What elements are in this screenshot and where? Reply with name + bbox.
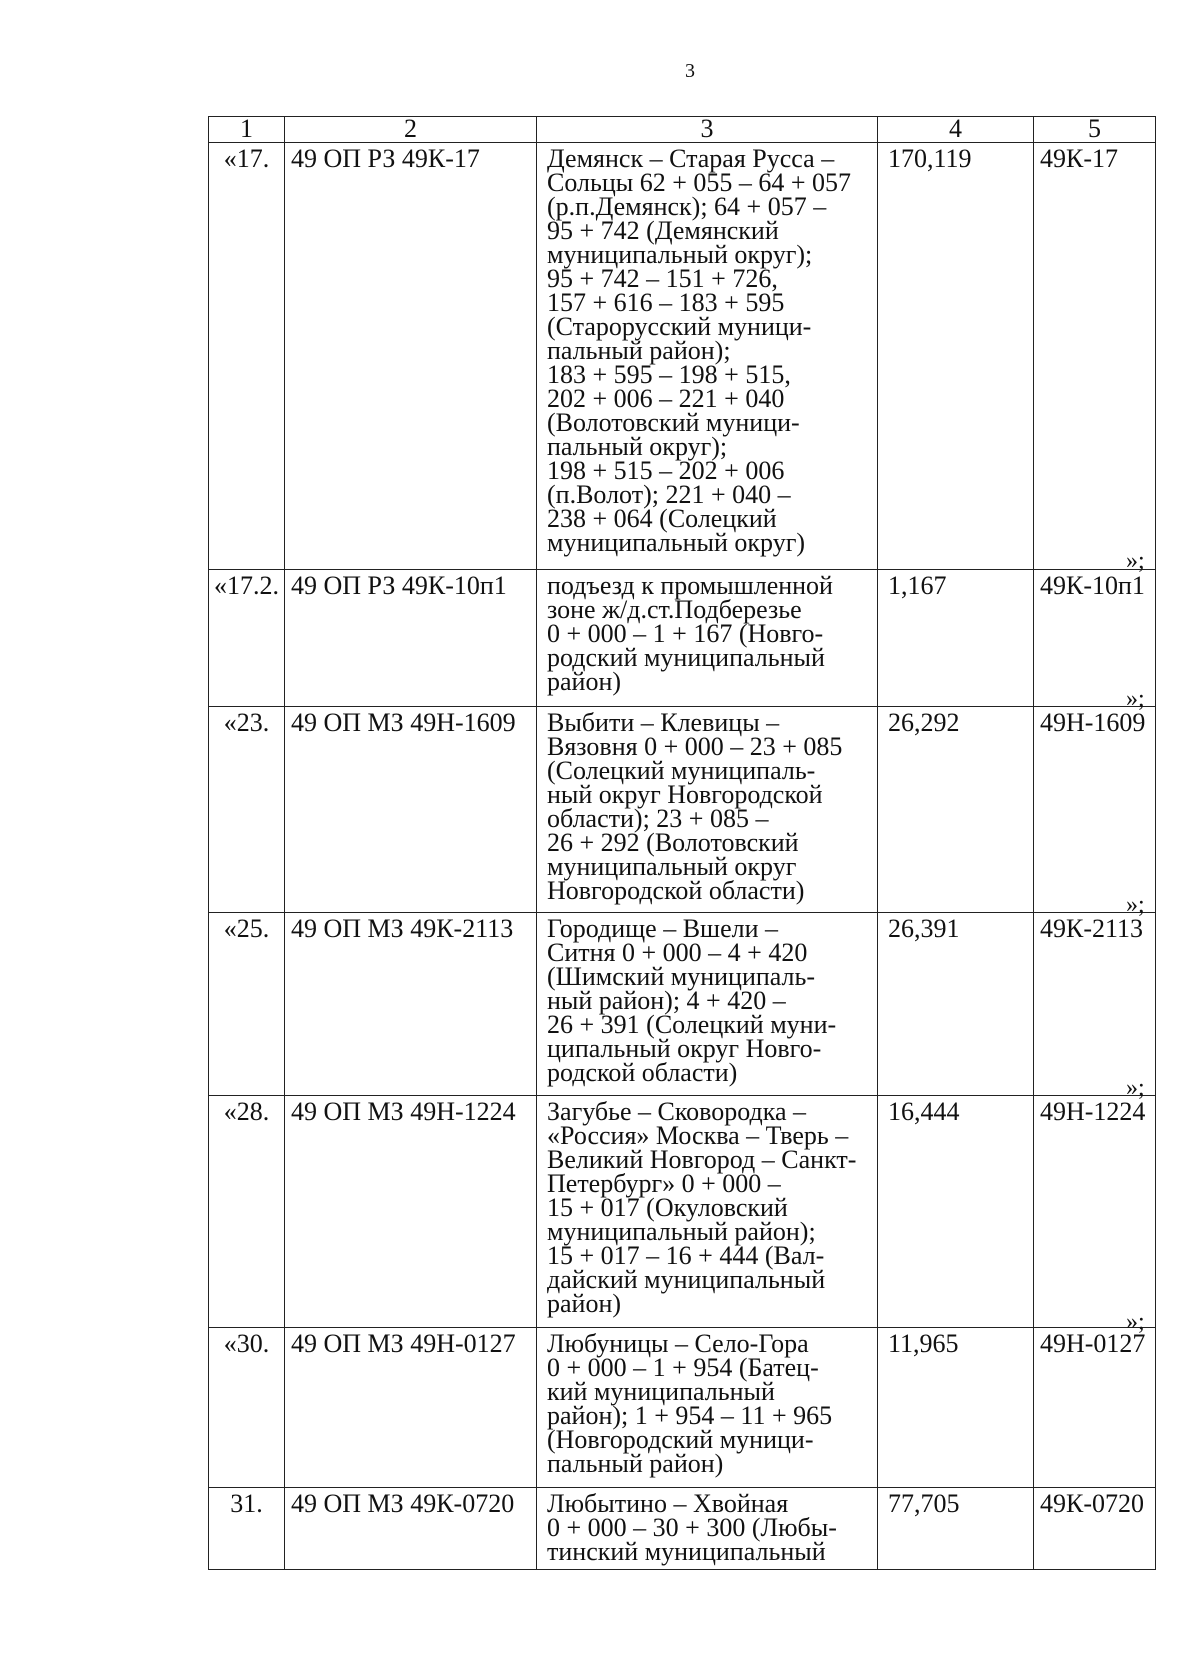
road-description: подъезд к промышленной зоне ж/д.ст.Подберезье 0 + 000 – 1 + 167 (Новго- родский муниципальный район) (537, 570, 878, 707)
road-ident: 49Н-1609 (1034, 707, 1156, 913)
road-ident: 49Н-0127 (1034, 1328, 1156, 1488)
table-row (209, 913, 1156, 1096)
road-length: 1,167 (878, 570, 1034, 707)
road-ident: 49К-0720 (1034, 1488, 1156, 1570)
column-header-4: 4 (878, 117, 1034, 143)
column-header-5: 5 (1034, 117, 1156, 143)
row-number: «30. (209, 1328, 285, 1488)
table-row (209, 707, 1156, 913)
road-ident: 49К-2113 (1034, 913, 1156, 1096)
road-length: 77,705 (878, 1488, 1034, 1570)
road-description: Любуницы – Село-Гора 0 + 000 – 1 + 954 (Батец- кий муниципальный район); 1 + 954 – 11 + 965 (Новгородский муници- пальный район) (537, 1328, 878, 1488)
road-code: 49 ОП МЗ 49К-2113 (285, 913, 537, 1096)
row-number: «17. (209, 143, 285, 570)
table-header-row (209, 117, 1156, 143)
roads-table (208, 116, 1156, 1570)
row-closer: »; (1126, 1075, 1145, 1101)
table-row (209, 1488, 1156, 1570)
road-description: Городище – Вшели – Ситня 0 + 000 – 4 + 420 (Шимский муниципаль- ный район); 4 + 420 – 26 + 391 (Солецкий муни- ципальный округ Новго- родской области) (537, 913, 878, 1096)
row-number: «28. (209, 1096, 285, 1328)
road-code: 49 ОП МЗ 49Н-0127 (285, 1328, 537, 1488)
road-description: Загубье – Сковородка – «Россия» Москва – Тверь – Великий Новгород – Санкт- Петербург» 0 + 000 – 15 + 017 (Окуловский муниципальный район); 15 + 017 – 16 + 444 (Вал- дайский муниципальный район) (537, 1096, 878, 1328)
road-length: 26,292 (878, 707, 1034, 913)
road-code: 49 ОП МЗ 49Н-1224 (285, 1096, 537, 1328)
row-number: «25. (209, 913, 285, 1096)
road-code: 49 ОП РЗ 49К-10п1 (285, 570, 537, 707)
row-closer: »; (1126, 686, 1145, 712)
road-description: Демянск – Старая Русса – Сольцы 62 + 055 – 64 + 057 (р.п.Демянск); 64 + 057 – 95 + 742 (Демянский муниципальный округ); 95 + 742 – 151 + 726, 157 + 616 – 183 + 595 (Старорусский муници- пальный район); 183 + 595 – 198 + 515, 202 + 006 – 221 + 040 (Волотовский муници- пальный округ); 198 + 515 – 202 + 006 (п.Волот); 221 + 040 – 238 + 064 (Солецкий муниципальный округ) (537, 143, 878, 570)
road-code: 49 ОП РЗ 49К-17 (285, 143, 537, 570)
column-header-1: 1 (209, 117, 285, 143)
row-closer: »; (1126, 892, 1145, 918)
road-code: 49 ОП МЗ 49К-0720 (285, 1488, 537, 1570)
page-number: 3 (685, 60, 695, 82)
road-code: 49 ОП МЗ 49Н-1609 (285, 707, 537, 913)
row-number: 31. (209, 1488, 285, 1570)
road-length: 11,965 (878, 1328, 1034, 1488)
road-description: Выбити – Клевицы – Вязовня 0 + 000 – 23 + 085 (Солецкий муниципаль- ный округ Новгородской области); 23 + 085 – 26 + 292 (Волотовский муниципальный округ Новгородской области) (537, 707, 878, 913)
table-row (209, 1096, 1156, 1328)
road-length: 170,119 (878, 143, 1034, 570)
road-ident: 49К-10п1 (1034, 570, 1156, 707)
table-row (209, 143, 1156, 570)
table-row (209, 1328, 1156, 1488)
row-closer: »; (1126, 1309, 1145, 1335)
road-description: Любытино – Хвойная 0 + 000 – 30 + 300 (Любы- тинский муниципальный (537, 1488, 878, 1570)
road-ident: 49Н-1224 (1034, 1096, 1156, 1328)
road-length: 16,444 (878, 1096, 1034, 1328)
table-row (209, 570, 1156, 707)
road-length: 26,391 (878, 913, 1034, 1096)
road-ident: 49К-17 (1034, 143, 1156, 570)
row-closer: »; (1126, 548, 1145, 574)
column-header-3: 3 (537, 117, 878, 143)
column-header-2: 2 (285, 117, 537, 143)
row-number: «17.2. (209, 570, 285, 707)
row-number: «23. (209, 707, 285, 913)
